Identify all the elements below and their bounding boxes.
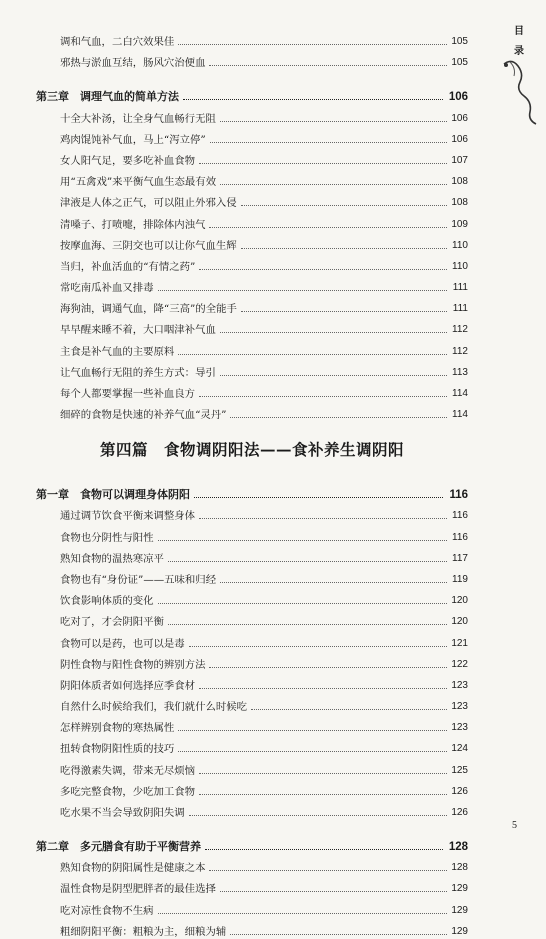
toc-entry-row[interactable] <box>36 545 468 566</box>
toc-entry-row[interactable] <box>36 651 468 672</box>
entry-title: 海狗油，调通气血，降“三高”的全能手 <box>60 303 237 316</box>
toc-entry-row[interactable] <box>36 401 468 422</box>
toc-entry-row[interactable] <box>36 875 468 896</box>
dot-leader <box>209 667 447 668</box>
entry-title: 按摩血海、三阴交也可以让你气血生辉 <box>60 239 237 252</box>
dot-leader <box>199 396 447 397</box>
dot-leader <box>220 582 447 583</box>
toc-entry-row[interactable] <box>36 854 468 875</box>
decorative-ribbon-icon <box>500 56 540 126</box>
dot-leader <box>178 730 447 731</box>
toc-entry-row[interactable] <box>36 210 468 231</box>
entry-title: 用“五禽戏”来平衡气血生态最有效 <box>60 176 217 189</box>
entry-page-number: 129 <box>451 883 468 895</box>
entry-page-number: 111 <box>452 303 468 315</box>
entry-page-number: 108 <box>451 176 468 188</box>
entry-title: 邪热与淤血互结，肠风穴治便血 <box>60 57 206 70</box>
entry-page-number: 126 <box>451 807 468 818</box>
toc-entry-row[interactable] <box>36 587 468 608</box>
toc-entry-row[interactable] <box>36 232 468 253</box>
dot-leader <box>209 227 447 228</box>
entry-title: 通过调节饮食平衡来调整身体 <box>60 510 196 523</box>
entry-title: 早早醒来睡不着，大口咽津补气血 <box>60 324 216 337</box>
dot-leader <box>199 688 447 689</box>
dot-leader <box>178 751 447 752</box>
entry-page-number: 106 <box>451 133 468 145</box>
entry-page-number: 116 <box>452 510 468 522</box>
dot-leader <box>168 624 447 625</box>
toc-entry-row[interactable] <box>36 126 468 147</box>
entry-title: 鸡肉馄饨补气血，马上“泻立停” <box>60 133 206 146</box>
dot-leader <box>230 417 447 418</box>
dot-leader <box>183 99 443 100</box>
toc-chapter-row[interactable] <box>36 830 468 854</box>
toc-entry-row[interactable] <box>36 523 468 544</box>
dot-leader <box>199 518 447 519</box>
entry-title: 十全大补汤，让全身气血畅行无阻 <box>60 112 216 125</box>
dot-leader <box>158 603 447 604</box>
toc-entry-row[interactable] <box>36 295 468 316</box>
entry-title: 多吃完整食物，少吃加工食物 <box>60 785 196 798</box>
dot-leader <box>241 248 447 249</box>
toc-entry-row[interactable] <box>36 359 468 380</box>
entry-page-number: 106 <box>451 112 468 124</box>
entry-title: 食物可以是药，也可以是毒 <box>60 637 185 650</box>
entry-page-number: 108 <box>451 197 468 209</box>
entry-title: 吃得激素失调，带来无尽烦恼 <box>60 764 196 777</box>
entry-page-number: 129 <box>451 925 468 937</box>
dot-leader <box>230 934 447 935</box>
table-of-contents <box>36 28 468 939</box>
dot-leader <box>199 163 447 164</box>
entry-title: 粗细阴阳平衡：粗粮为主，细粮为辅 <box>60 925 227 938</box>
dot-leader <box>209 65 447 66</box>
dot-leader <box>220 332 447 333</box>
entry-page-number: 128 <box>448 841 468 853</box>
entry-page-number: 111 <box>452 282 468 294</box>
entry-page-number: 110 <box>452 260 468 272</box>
toc-entry-row[interactable] <box>36 147 468 168</box>
entry-page-number: 113 <box>452 366 468 378</box>
toc-entry-row[interactable] <box>36 799 468 820</box>
entry-page-number: 112 <box>452 345 468 357</box>
entry-page-number: 121 <box>451 637 468 649</box>
entry-page-number: 123 <box>451 701 468 713</box>
part-heading: 第四篇 食物调阴阳法——食补养生调阴阳 <box>99 440 404 460</box>
entry-title: 津液是人体之正气，可以阻止外邪入侵 <box>60 197 237 210</box>
dot-leader <box>210 142 447 143</box>
toc-entry-row[interactable] <box>36 502 468 523</box>
chapter-title: 第二章 多元膳食有助于平衡营养 <box>36 840 201 853</box>
toc-entry-row[interactable] <box>36 104 468 125</box>
entry-title: 每个人都要掌握一些补血良方 <box>60 388 196 400</box>
section-gap <box>36 70 468 80</box>
toc-entry-row[interactable] <box>36 672 468 693</box>
entry-title: 熟知食物的温热寒凉平 <box>60 552 164 565</box>
entry-title: 女人阳气足，要多吃补血食物 <box>60 154 196 167</box>
toc-entry-row[interactable] <box>36 28 468 49</box>
entry-title: 吃对凉性食物不生病 <box>60 904 154 917</box>
chapter-title: 第一章 食物可以调理身体阴阳 <box>36 488 190 502</box>
entry-page-number: 110 <box>452 239 468 251</box>
entry-title: 饮食影响体质的变化 <box>60 595 154 608</box>
dot-leader <box>194 497 443 498</box>
dot-leader <box>241 311 447 312</box>
dot-leader <box>189 646 447 647</box>
entry-title: 自然什么时候给我们，我们就什么时候吃 <box>60 701 248 714</box>
entry-page-number: 125 <box>451 764 468 776</box>
entry-page-number: 105 <box>451 57 468 69</box>
entry-page-number: 106 <box>448 91 468 104</box>
side-label-char: 目 <box>514 26 524 37</box>
dot-leader <box>178 354 447 355</box>
dot-leader <box>158 540 447 541</box>
dot-leader <box>220 184 447 185</box>
dot-leader <box>205 849 443 850</box>
entry-page-number: 116 <box>449 489 468 502</box>
toc-entry-row[interactable] <box>36 189 468 210</box>
side-label-char: 录 <box>514 46 524 57</box>
entry-title: 食物也分阴性与阳性 <box>60 531 154 544</box>
dot-leader <box>220 891 447 892</box>
entry-page-number: 124 <box>451 743 468 755</box>
chapter-title: 第三章 调理气血的简单方法 <box>36 90 179 104</box>
dot-leader <box>158 913 447 914</box>
dot-leader <box>199 269 447 270</box>
toc-entry-row[interactable] <box>36 316 468 337</box>
toc-entry-row[interactable] <box>36 49 468 70</box>
page-number: 5 <box>512 820 517 831</box>
dot-leader <box>199 773 447 774</box>
entry-page-number: 116 <box>452 531 468 543</box>
entry-page-number: 107 <box>451 154 468 166</box>
toc-chapter-row[interactable] <box>36 80 468 104</box>
entry-title: 清嗓子、打喷嚏，排除体内浊气 <box>60 218 206 231</box>
entry-title: 阴性食物与阳性食物的辨别方法 <box>60 658 206 671</box>
entry-title: 调和气血，二白穴效果佳 <box>60 36 175 49</box>
dot-leader <box>189 815 447 816</box>
entry-page-number: 114 <box>452 409 468 421</box>
toc-entry-row[interactable] <box>36 693 468 714</box>
toc-entry-row[interactable] <box>36 337 468 358</box>
entry-page-number: 114 <box>452 388 468 399</box>
entry-page-number: 109 <box>451 218 468 230</box>
toc-entry-row[interactable] <box>36 566 468 587</box>
entry-title: 食物也有“身份证”——五味和归经 <box>60 573 217 586</box>
entry-page-number: 112 <box>452 324 468 336</box>
dot-leader <box>220 121 447 122</box>
entry-page-number: 117 <box>452 552 468 564</box>
entry-title: 细碎的食物是快速的补养气血“灵丹” <box>60 409 227 422</box>
dot-leader <box>251 709 447 710</box>
dot-leader <box>199 794 447 795</box>
entry-page-number: 105 <box>451 36 468 48</box>
entry-title: 温性食物是阴型肥胖者的最佳选择 <box>60 883 216 896</box>
toc-entry-row[interactable] <box>36 274 468 295</box>
dot-leader <box>220 375 447 376</box>
toc-entry-row[interactable] <box>36 756 468 777</box>
toc-chapter-row[interactable] <box>36 478 468 502</box>
entry-title: 常吃南瓜补血又排毒 <box>60 282 154 295</box>
toc-entry-row[interactable] <box>36 896 468 917</box>
entry-page-number: 123 <box>451 679 468 691</box>
dot-leader <box>168 561 447 562</box>
entry-title: 吃水果不当会导致阴阳失调 <box>60 807 185 819</box>
entry-title: 主食是补气血的主要原料 <box>60 345 175 358</box>
dot-leader <box>241 205 447 206</box>
dot-leader <box>209 870 447 871</box>
toc-entry-row[interactable] <box>36 778 468 799</box>
entry-page-number: 128 <box>451 862 468 874</box>
entry-title: 吃对了，才会阴阳平衡 <box>60 616 164 629</box>
dot-leader <box>178 44 447 45</box>
entry-page-number: 126 <box>451 785 468 797</box>
entry-title: 熟知食物的阴阳属性是健康之本 <box>60 862 206 875</box>
toc-entry-row[interactable] <box>36 168 468 189</box>
dot-leader <box>158 290 447 291</box>
entry-page-number: 129 <box>451 904 468 916</box>
section-gap <box>36 820 468 830</box>
entry-title: 当归，补血活血的“有情之药” <box>60 260 196 273</box>
toc-entry-row[interactable] <box>36 608 468 629</box>
entry-title: 怎样辨别食物的寒热属性 <box>60 722 175 735</box>
toc-entry-row[interactable] <box>36 253 468 274</box>
toc-entry-row[interactable] <box>36 714 468 735</box>
toc-entry-row[interactable] <box>36 735 468 756</box>
entry-title: 让气血畅行无阻的养生方式：导引 <box>60 366 216 379</box>
entry-page-number: 120 <box>451 616 468 628</box>
toc-entry-row[interactable] <box>36 918 468 939</box>
entry-title: 阴阳体质者如何选择应季食材 <box>60 679 196 692</box>
entry-page-number: 120 <box>451 595 468 607</box>
entry-page-number: 122 <box>451 658 468 670</box>
toc-entry-row[interactable] <box>36 629 468 650</box>
entry-page-number: 119 <box>452 573 468 585</box>
entry-title: 扭转食物阴阳性质的技巧 <box>60 743 175 756</box>
entry-page-number: 123 <box>451 722 468 734</box>
toc-entry-row[interactable] <box>36 380 468 401</box>
